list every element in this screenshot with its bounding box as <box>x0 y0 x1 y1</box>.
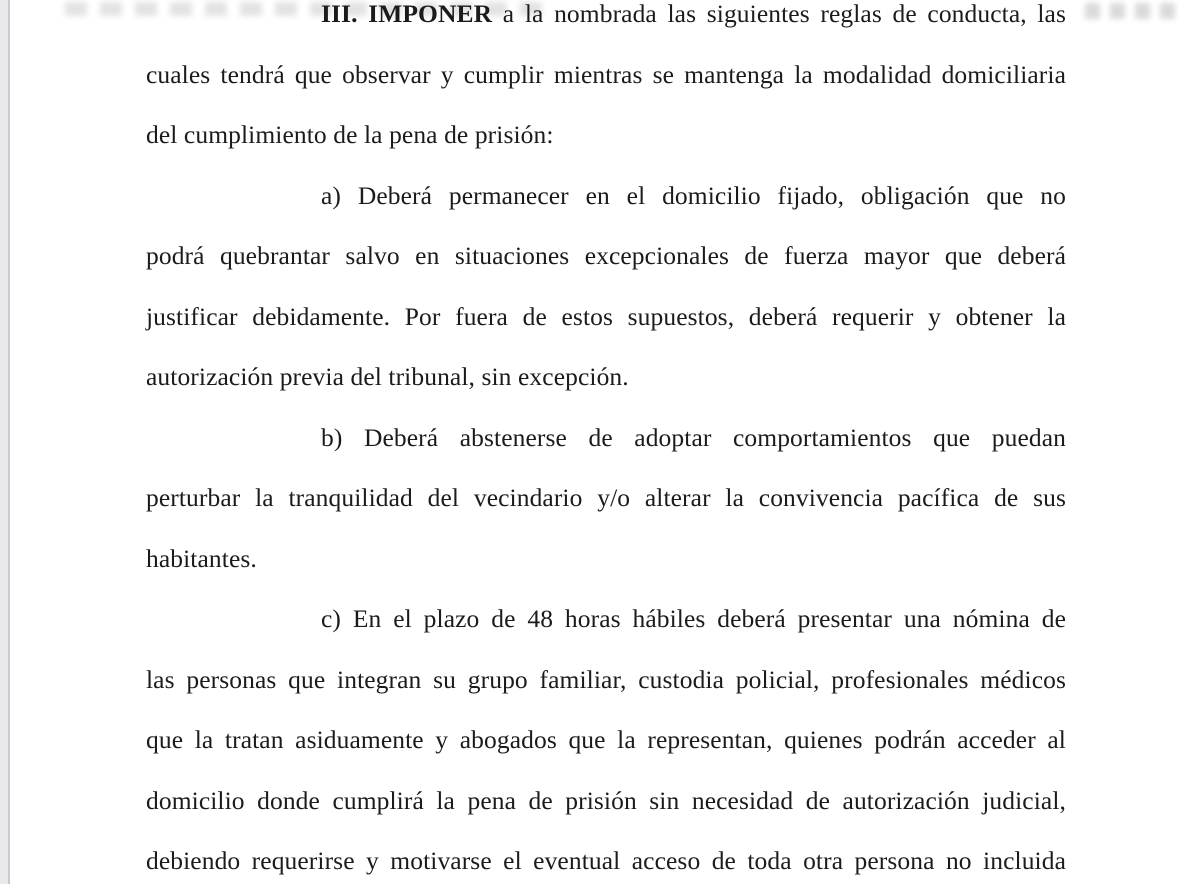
line-text: debiendo requerirse y motivarse el eventual acceso de toda otra persona no incluida <box>146 846 1066 875</box>
line-text: justificar debidamente. Por fuera de estos supuestos, deberá requerir y obtener la <box>146 301 1066 331</box>
line-text: autorización previa del tribunal, sin excepción. <box>146 362 629 391</box>
page-left-gutter <box>0 0 10 884</box>
document-line <box>146 589 1066 650</box>
document-line <box>146 226 1066 287</box>
document-page <box>12 0 1179 884</box>
document-line <box>146 287 1066 348</box>
document-text-block <box>146 0 1066 884</box>
line-text: habitantes. <box>146 543 257 573</box>
document-line <box>146 347 1066 408</box>
document-line <box>146 0 1066 45</box>
document-line <box>146 468 1066 529</box>
document-line <box>146 105 1066 166</box>
line-text: c) En el plazo de 48 horas hábiles deberá presentar una nómina de <box>321 604 1066 633</box>
line-text: cuales tendrá que observar y cumplir mientras se mantenga la modalidad domiciliaria <box>146 59 1066 89</box>
document-line <box>146 408 1066 469</box>
bold-run: III. IMPONER <box>321 0 493 28</box>
document-line <box>146 650 1066 711</box>
document-line <box>146 710 1066 771</box>
document-line <box>146 529 1066 590</box>
document-line <box>146 166 1066 227</box>
scan-artifact-top-right <box>1085 3 1179 19</box>
document-line <box>146 831 1066 884</box>
line-text: domicilio donde cumplirá la pena de prisión sin necesidad de autorización judicial, <box>146 785 1066 815</box>
document-line <box>146 45 1066 106</box>
line-text: que la tratan asiduamente y abogados que la representan, quienes podrán acceder al <box>146 725 1066 754</box>
line-text: las personas que integran su grupo familiar, custodia policial, profesionales médicos <box>146 664 1066 694</box>
line-text: a la nombrada las siguientes reglas de conducta, las <box>492 0 1066 28</box>
line-text: b) Deberá abstenerse de adoptar comportamientos que puedan <box>321 422 1066 452</box>
line-text: perturbar la tranquilidad del vecindario y/o alterar la convivencia pacífica de sus <box>146 483 1066 512</box>
line-text: del cumplimiento de la pena de prisión: <box>146 120 554 149</box>
line-text: podrá quebrantar salvo en situaciones excepcionales de fuerza mayor que deberá <box>146 241 1066 270</box>
line-text: a) Deberá permanecer en el domicilio fijado, obligación que no <box>321 180 1066 210</box>
document-line <box>146 771 1066 832</box>
